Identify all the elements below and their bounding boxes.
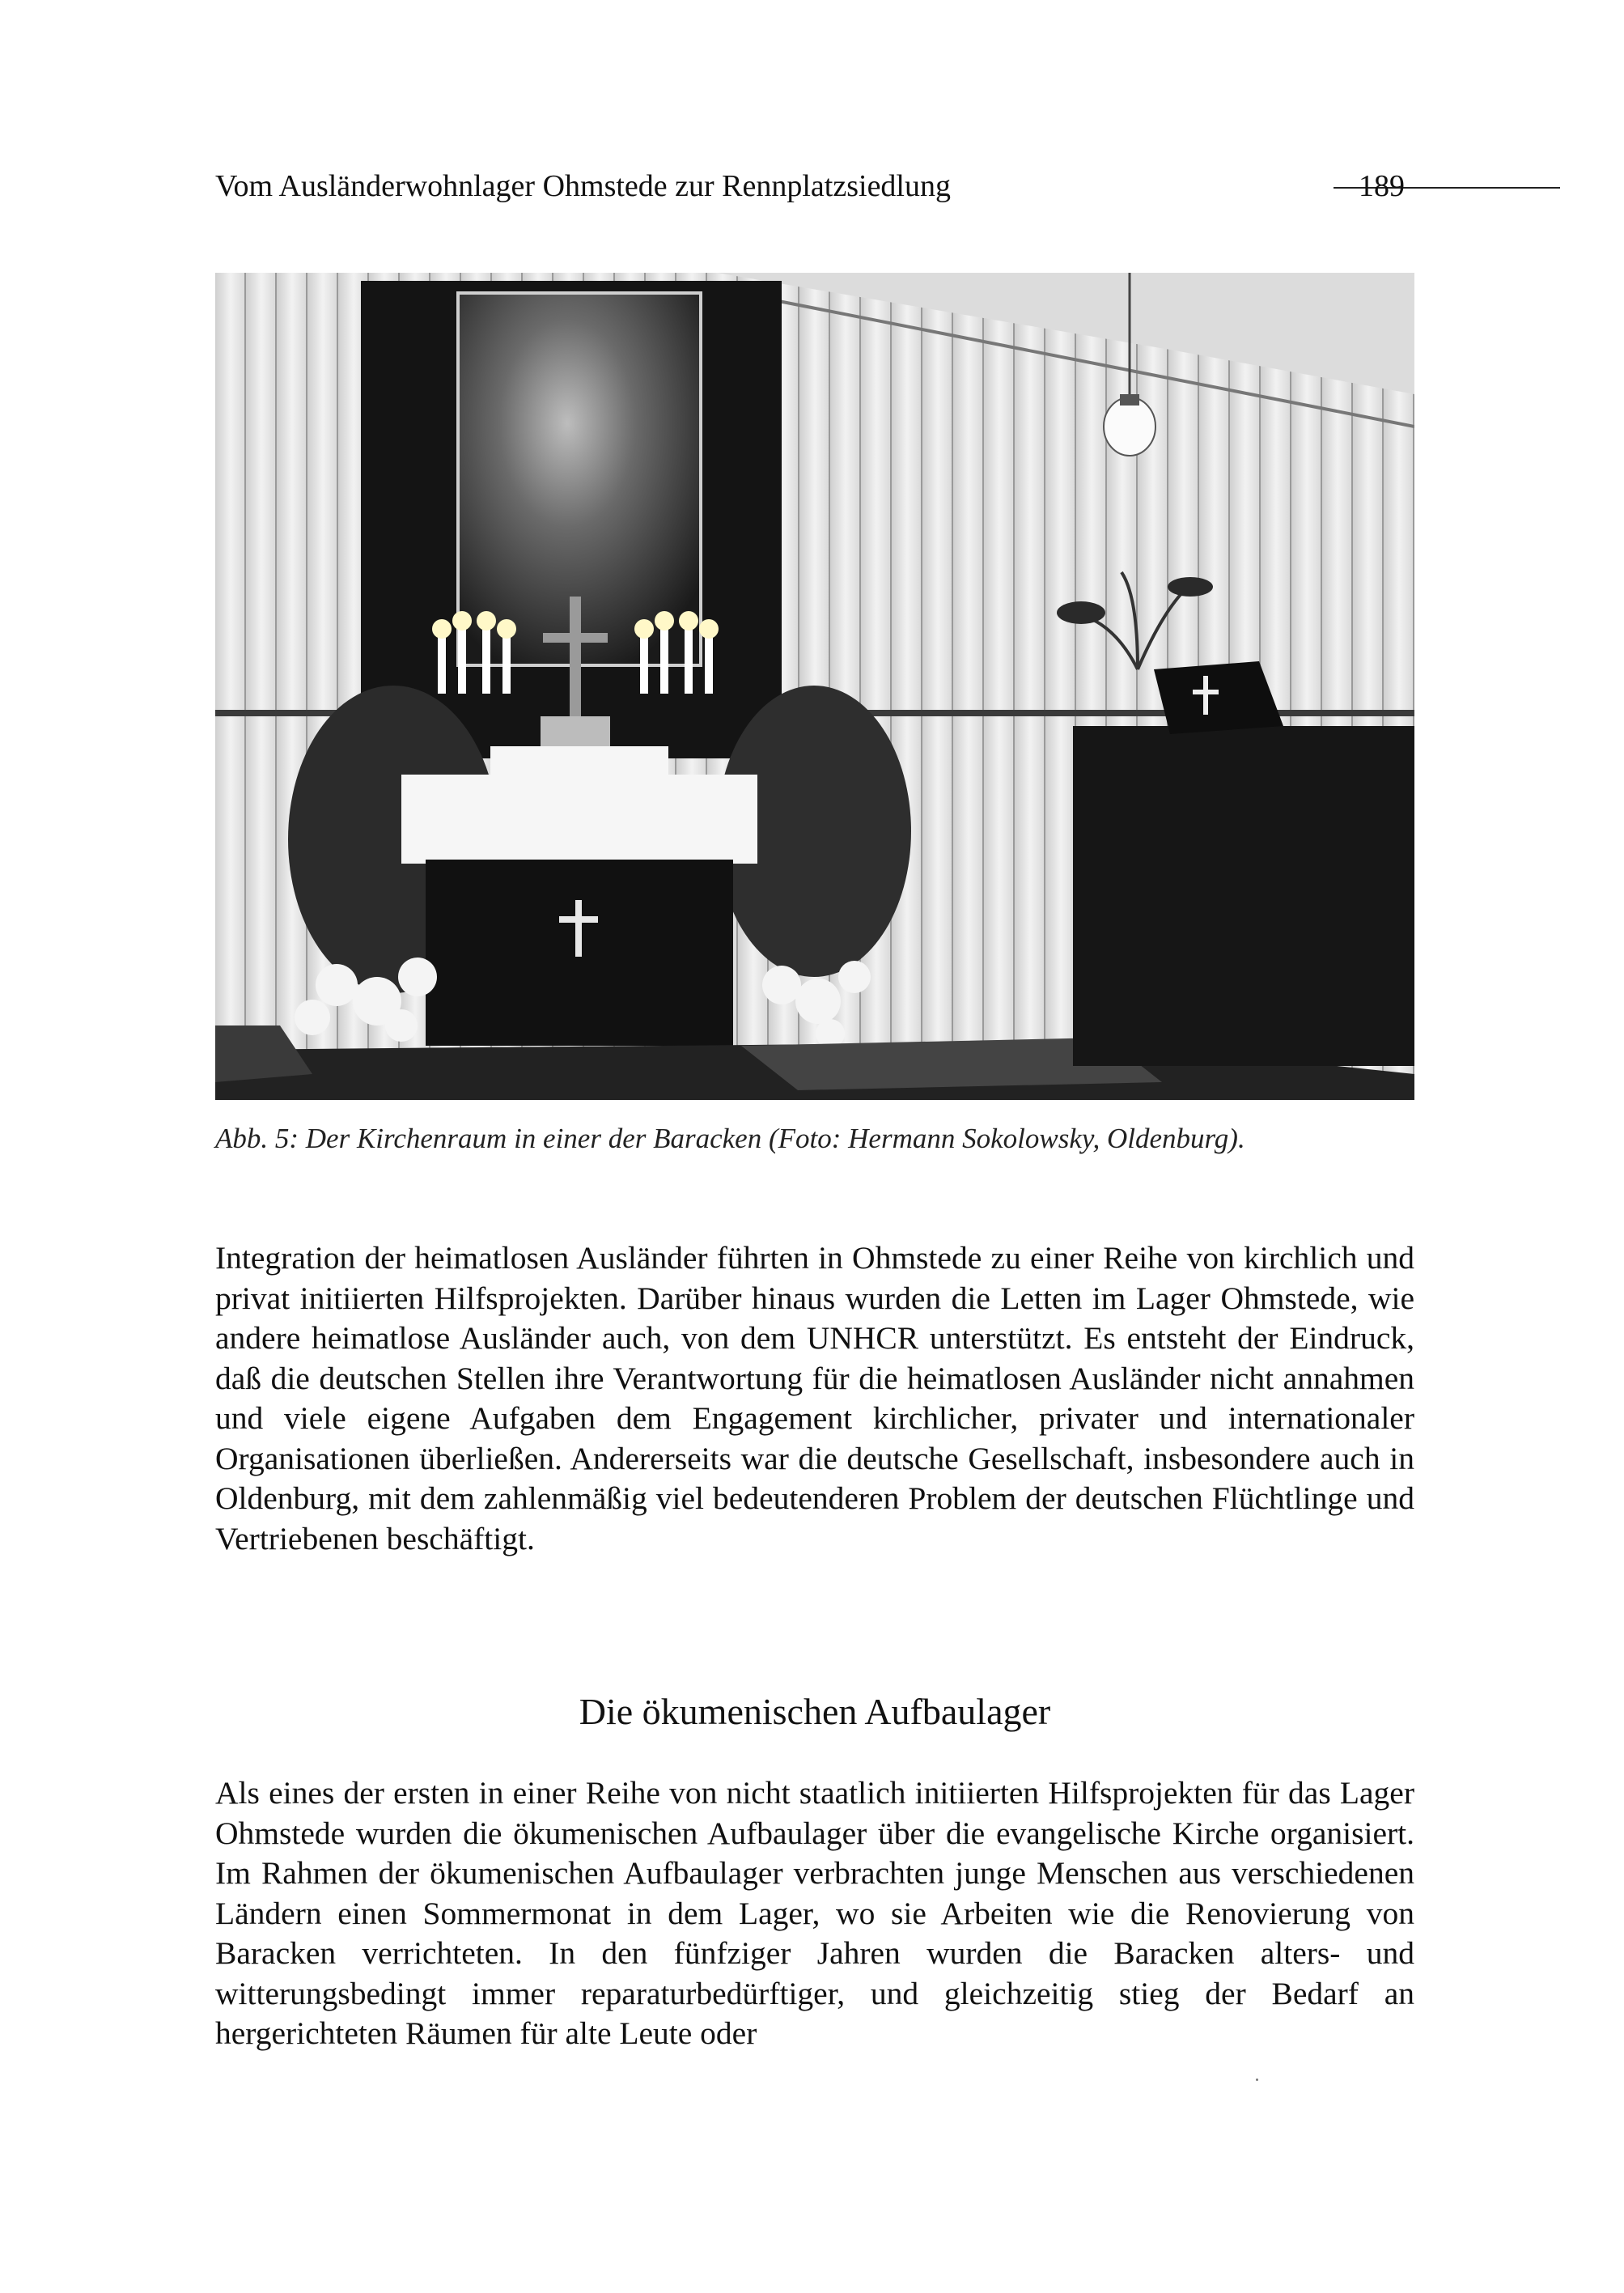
running-title: Vom Ausländerwohnlager Ohmstede zur Rennplatzsiedlung (215, 169, 951, 203)
print-speck (1256, 2079, 1258, 2081)
page-number: 189 (1359, 169, 1405, 203)
altar-photo-illustration (215, 273, 1414, 1100)
figure-caption: Abb. 5: Der Kirchenraum in einer der Baracken (Foto: Hermann Sokolowsky, Oldenburg). (215, 1123, 1245, 1154)
body-paragraph-2: Als eines der ersten in einer Reihe von nicht staatlich initiierten Hilfsprojekten für das Lager Ohmstede wurden die ökumenischen Aufbaulager über die evangelische Kirche organisiert. Im Rahmen der ökumenischen Aufbaulager verbrachten junge Menschen aus verschiedenen Ländern einen Sommermonat in dem Lager, wo sie Arbeiten wie die Renovierung von Baracken verrichteten. In den fünfziger Jahren wurden die Baracken alters- und witterungsbedingt immer reparaturbedürftiger, und gleichzeitig stieg der Bedarf an hergerichteten Räumen für alte Leute oder (215, 1775, 1414, 2051)
church-interior-photo (215, 273, 1414, 1100)
body-paragraph-1: Integration der heimatlosen Ausländer führten in Ohmstede zu einer Reihe von kirchlich und privat initiierten Hilfsprojekten. Darüber hinaus wurden die Letten im Lager Ohmstede, wie andere heimatlose Ausländer auch, von dem UNHCR unterstützt. Es entsteht der Eindruck, daß die deutschen Stellen ihre Verantwortung für die heimatlosen Ausländer nicht annahmen und viele eigene Aufgaben dem Engagement kirchlicher, privater und internationaler Organisationen überließen. Andererseits war die deutsche Gesellschaft, insbesondere auch in Oldenburg, mit dem zahlenmäßig viel bedeutenderen Problem der deutschen Flüchtlinge und Vertriebenen beschäftigt. (215, 1240, 1414, 1556)
section-heading: Die ökumenischen Aufbaulager (579, 1691, 1051, 1732)
running-head (215, 166, 1405, 206)
